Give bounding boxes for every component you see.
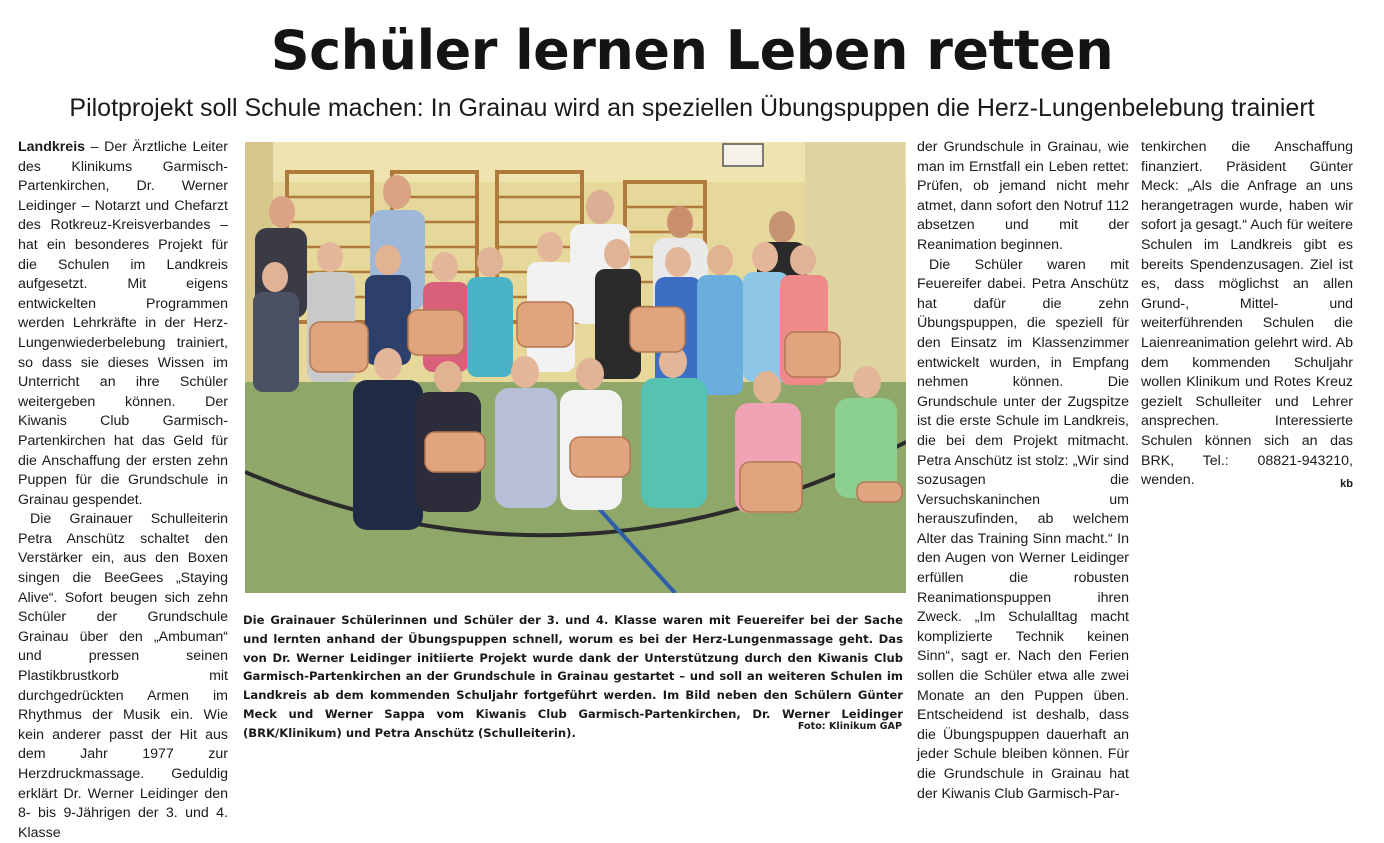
paragraph-text: tenkirchen die Anschaffung finanziert. Präsident Günter Meck: „Als die Anfrage an uns herangetragen wurde, haben wir sofort ja gesagt.“ Auch für weitere Schulen im Landkreis gibt es bereits Spendenzusagen. Ziel ist es, dass möglichst an allen Grund-, Mittel- und weiterführenden Schulen die Laienreanimation gelehrt wird. Ab dem kommenden Schuljahr wollen Klinikum und Rotes Kreuz gezielt Schulleiter und Lehrer ansprechen. Interessierte Schulen können sich an das BRK, Tel.: 08821-943210, wenden.: [1141, 139, 1353, 489]
author-initials: kb: [1340, 478, 1353, 491]
photo-credit: Foto: Klinikum GAP: [797, 721, 902, 732]
paragraph: Die Grainauer Schulleiterin Petra Anschütz schaltet den Verstärker ein, aus den Boxen singen die BeeGees „Staying Alive“. Sofort beugen sich zehn Schüler der Grundschule Grainau über den „Ambuman“ und pressen seinen Plastikbrustkorb mit durchgedrückten Armen im Rhythmus der Musik ein. Wie kein anderer passt der Hit aus dem Jahr 1977 zur Herzdruckmassage. Geduldig erklärt Dr. Werner Leidinger den 8- bis 9-Jährigen der 3. und 4. Klasse: [18, 511, 228, 841]
gym-photo-illustration: [245, 142, 906, 593]
paragraph: [1141, 138, 1353, 491]
dateline: Landkreis: [18, 139, 86, 155]
text-column-4: [1141, 138, 1353, 495]
text-column-3: [917, 138, 1129, 804]
paragraph: [18, 138, 228, 510]
paragraph-text: – Der Ärztliche Leiter des Klinikums Garmisch-Partenkirchen, Dr. Werner Leidinger – Notarzt und Chefarzt des Rotkreuz-Kreisverbandes – hat ein besonderes Projekt für die Schulen im Landkreis aufgesetzt. Mit eigens entwickelten Programmen werden Lehrkräfte in der Herz-Lungenwiederbelebung trainiert, so dass sie dieses Wissen im Unterricht an ihre Schüler weitergeben können. Der Kiwanis Club Garmisch-Partenkirchen hat das Geld für die Anschaffung der ersten zehn Puppen für die Grundschule in Grainau gespendet.: [18, 139, 228, 508]
text-column-1: [18, 138, 228, 843]
article-subheadline: Pilotprojekt soll Schule machen: In Grainau wird an speziellen Übungspuppen die Herz-Lungenbelebung trainiert: [69, 94, 1315, 122]
paragraph: Die Schüler waren mit Feuereifer dabei. Petra Anschütz hat dafür die zehn Übungspuppen, die speziell für den Einsatz im Klassenzimmer entwickelt wurden, in Empfang nehmen können. Die Grundschule unter der Zugspitze ist die erste Schule im Landkreis, die bei dem Projekt mitmacht. Petra Anschütz ist stolz: „Wir sind sozusagen die Versuchskaninchen um herauszufinden, ab welchem Alter das Training Sinn macht.“ In den Augen von Werner Leidinger erfüllen die robusten Reanimationspuppen ihren Zweck. „Im Schulalltag macht komplizierte Technik keinen Sinn“, sagt er. Nach den Ferien sollen die Schüler etwa alle zwei Monate an den Puppen üben. Entscheidend ist deshalb, dass die Übungspuppen dauerhaft an jeder Schule bleiben können. Für die Grundschule in Grainau hat der Kiwanis Club Garmisch-Par-: [917, 256, 1129, 802]
paragraph: der Grundschule in Grainau, wie man im Ernstfall ein Leben rettet: Prüfen, ob jemand nicht mehr atmet, dann sofort den Notruf 112 absetzen und mit der Reanimation beginnen.: [917, 139, 1129, 253]
article-headline: Schüler lernen Leben retten: [270, 19, 1114, 82]
group-photo: [245, 142, 906, 593]
photo-caption: Die Grainauer Schülerinnen und Schüler der 3. und 4. Klasse waren mit Feuereifer bei der Sache und lernten anhand der Übungspuppen schnell, worum es bei der Herz-Lungenmassage geht. Das von Dr. Werner Leidinger initiierte Projekt wurde dank der Unterstützung durch den Kiwanis Club Garmisch-Partenkirchen an der Grundschule in Grainau gestartet – und soll an weiteren Schulen im Landkreis ab dem kommenden Schuljahr fortgeführt werden. Im Bild neben den Schülern Günter Meck und Werner Sappa vom Kiwanis Club Garmisch-Partenkirchen, Dr. Werner Leidinger (BRK/Klinikum) und Petra Anschütz (Schulleiterin).: [243, 613, 903, 740]
